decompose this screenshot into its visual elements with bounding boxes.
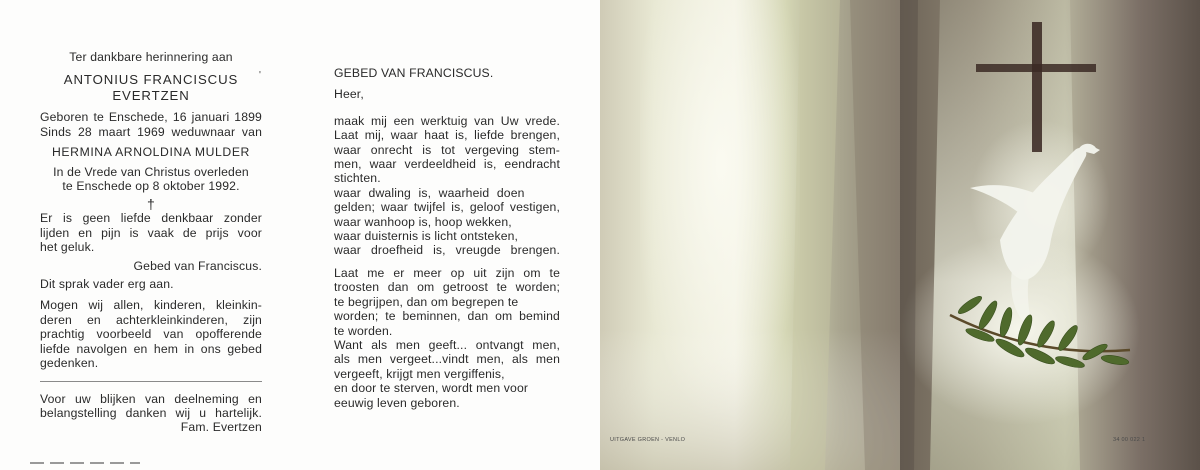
prayer-line: troosten dan om getroost te worden; (334, 280, 560, 295)
artwork-right-panel (900, 0, 1200, 470)
quote-line: Er is geen liefde denkbaar zonder (40, 211, 262, 226)
prayer-line: Want als men geeft... ontvangt men, (334, 337, 560, 352)
wish-line: Mogen wij allen, kinderen, kleinkin- (40, 298, 262, 313)
prayer-line: worden; te beminnen, dan om bemind (334, 309, 560, 324)
artwork-left-panel (600, 0, 900, 470)
haze-artwork (600, 0, 900, 470)
intro-text: Ter dankbare herinnering aan (69, 50, 233, 64)
spouse-name: HERMINA ARNOLDINA MULDER (52, 145, 250, 160)
prayer-line: men, waar verdeeldheid is, eendracht (334, 157, 560, 172)
left-text-panel (0, 0, 300, 470)
prayer-salutation: Heer, (334, 87, 364, 102)
cross-icon (1032, 22, 1042, 152)
died-line-1: In de Vrede van Christus overleden (53, 164, 249, 179)
thanks-line: belangstelling danken wij u hartelijk. (40, 405, 262, 420)
quote-line: lijden en pijn is vaak de prijs voor (40, 225, 262, 240)
cross-symbol: † (147, 196, 155, 213)
prayer-line: te begrijpen, dan om begrepen te (334, 294, 519, 309)
quote-source: Gebed van Franciscus. (133, 258, 262, 273)
prayer-line: te worden. (334, 323, 393, 338)
prayer-line: Laat me er meer op uit zijn om te (334, 265, 560, 280)
prayer-line: waar duisternis is licht ontsteken, (334, 229, 519, 244)
prayer-line: stichten. (334, 171, 381, 186)
footer-print-mark (30, 462, 140, 464)
family-signature: Fam. Evertzen (180, 420, 262, 435)
wish-line: gedenken. (40, 356, 99, 371)
prayer-line: en door te sterven, wordt men voor (334, 381, 529, 396)
publisher-imprint: UITGAVE GROEN - VENLO (610, 437, 686, 443)
born-line-1: Geboren te Enschede, 16 januari 1899 (40, 110, 262, 125)
thanks-line: Voor uw blijken van deelneming en (40, 391, 262, 406)
prayer-line: waar dwaling is, waarheid doen (334, 185, 525, 200)
product-code: 34 00 022 1 (1113, 437, 1146, 443)
prayer-line: waar droefheid is, vreugde brengen. (334, 243, 560, 258)
prayer-line: maak mij een werktuig van Uw vrede. (334, 113, 560, 128)
wish-line: deren en achterkleinkinderen, zijn (40, 312, 262, 327)
prayer-line: vergeeft, krijgt men vergiffenis, (334, 366, 505, 381)
wish-line: prachtig voorbeeld van opofferende (40, 327, 262, 342)
prayer-line: waar onrecht is tot vergeving stem- (334, 142, 560, 157)
wish-line: liefde navolgen en hem in ons gebed (40, 341, 262, 356)
prayer-line: Laat mij, waar haat is, liefde brengen, (334, 128, 560, 143)
died-line-2: te Enschede op 8 oktober 1992. (62, 179, 240, 194)
prayer-line: als men vergeet...vindt men, als men (334, 352, 560, 367)
prayer-line: waar wanhoop is, hoop wekken, (334, 214, 512, 229)
deceased-name-line2: EVERTZEN (112, 88, 190, 104)
born-line-2: Sinds 28 maart 1969 weduwnaar van (40, 124, 262, 139)
deceased-name-line1: ANTONIUS FRANCISCUS (63, 72, 239, 88)
saying-text: Dit sprak vader erg aan. (40, 277, 174, 292)
prayer-panel (300, 0, 600, 470)
cross-dove-artwork (900, 0, 1200, 470)
prayer-line: gelden; waar twijfel is, geloof vestigen, (334, 200, 560, 215)
divider (40, 381, 262, 382)
prayer-title: GEBED VAN FRANCISCUS. (334, 66, 494, 80)
quote-line: het geluk. (40, 240, 95, 255)
print-tick: ' (259, 70, 261, 81)
prayer-line: eeuwig leven geboren. (334, 395, 460, 410)
